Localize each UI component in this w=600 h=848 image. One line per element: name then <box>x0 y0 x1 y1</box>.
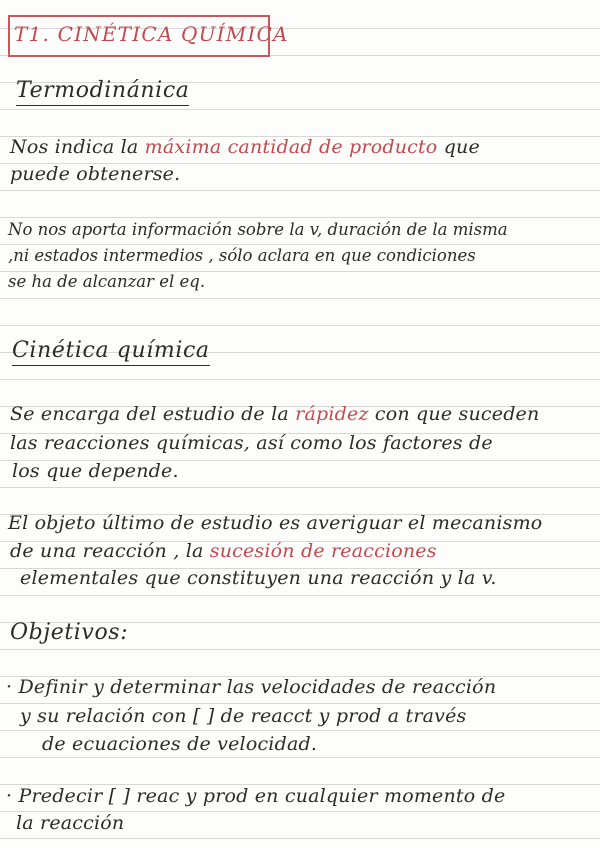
termo-p1-highlight: máxima cantidad de producto <box>144 136 438 158</box>
objetivos-b1-line3: de ecuaciones de velocidad. <box>42 733 318 755</box>
cinetica-p1-text-b: con que suceden <box>368 403 540 425</box>
objetivos-b1-line2: y su relación con [ ] de reacct y prod a través <box>20 705 467 727</box>
objetivos-b2-line1: · Predecir [ ] reac y prod en cualquier momento de <box>6 785 506 807</box>
objetivos-b1-line1: · Definir y determinar las velocidades de reacción <box>6 676 497 698</box>
cinetica-p2-line2 <box>10 539 600 563</box>
termo-p1-text-b: que <box>437 136 480 158</box>
page-title: T1. CINÉTICA QUÍMICA <box>14 22 289 46</box>
termo-p2-line1: No nos aporta información sobre la v, duración de la misma <box>8 220 508 239</box>
termo-p1-line1 <box>10 135 600 159</box>
termo-p2-line3: se ha de alcanzar el eq. <box>8 272 206 291</box>
termo-p2-line2: ,ni estados intermedios , sólo aclara en que condiciones <box>8 246 476 265</box>
termo-p1-text-a: Nos indica la <box>10 136 145 158</box>
cinetica-p2-highlight: sucesión de reacciones <box>209 540 437 562</box>
cinetica-p2-line1: El objeto último de estudio es averiguar el mecanismo <box>8 512 543 534</box>
cinetica-p1-line2: las reacciones químicas, así como los factores de <box>10 432 493 454</box>
cinetica-p1-line1 <box>10 402 600 426</box>
cinetica-p2-line3: elementales que constituyen una reacción y la v. <box>20 567 497 589</box>
heading-cinetica <box>12 337 210 365</box>
cinetica-p1-highlight: rápidez <box>295 403 369 425</box>
cinetica-p1-line3: los que depende. <box>12 460 179 482</box>
heading-termodinamica <box>16 77 189 105</box>
heading-termodinamica-text: Termodinánica <box>16 78 189 106</box>
cinetica-p2-text-a: de una reacción , la <box>10 540 210 562</box>
heading-objetivos: Objetivos: <box>10 620 129 645</box>
termo-p1-line2: puede obtenerse. <box>10 163 181 185</box>
cinetica-p1-text-a: Se encarga del estudio de la <box>10 403 296 425</box>
objetivos-b2-line2: la reacción <box>16 812 125 834</box>
heading-cinetica-text: Cinética química <box>12 338 210 366</box>
